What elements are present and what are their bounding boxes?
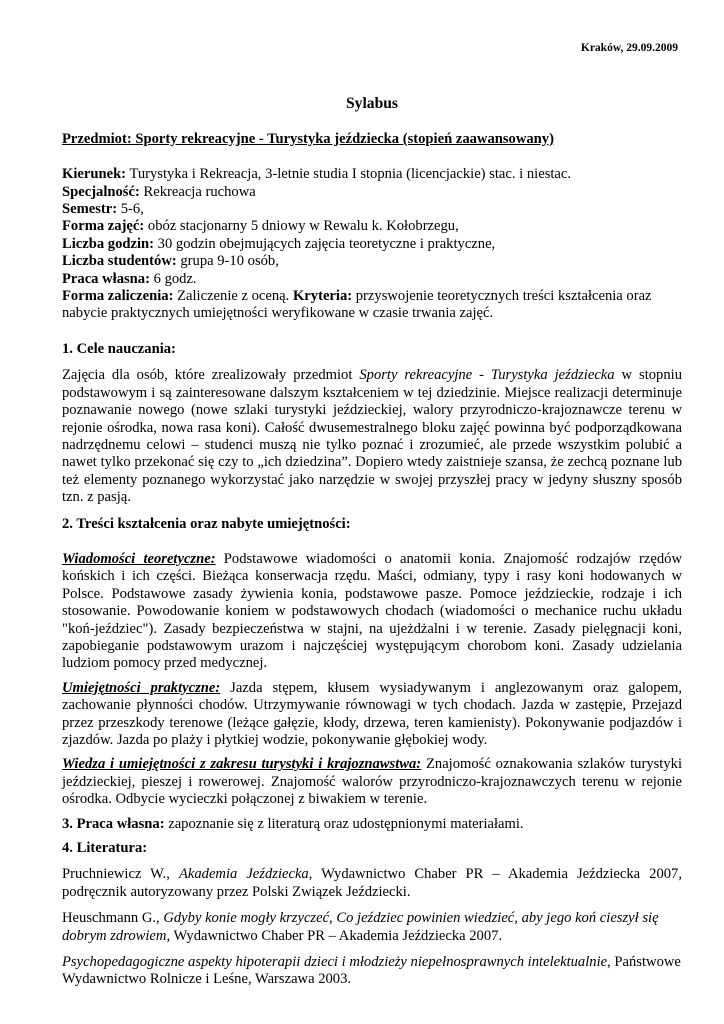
section2-heading: 2. Treści kształcenia oraz nabyte umiejętności: [62,515,351,532]
meta-liczba-godzin: Liczba godzin: 30 godzin obejmujących zajęcia teoretyczne i praktyczne, [62,235,496,252]
section3: 3. Praca własna: zapoznanie się z literaturą oraz udostępnionymi materiałami. [62,815,524,832]
meta-praca-wlasna: Praca własna: 6 godz. [62,270,197,287]
literature-ref-2: Heuschmann G., Gdyby konie mogły krzyczeć, Co jeździec powinien wiedzieć, aby jego koń cieszył się dobrym zdrowiem, Wydawnictwo Chaber PR – Akademia Jeździecka 2007. [62,910,659,944]
section4-heading: 4. Literatura: [62,840,148,857]
literature-ref-1: Pruchniewicz W., Akademia Jeździecka, Wydawnictwo Chaber PR – Akademia Jeździecka 2007, podręcznik autoryzowany przez Polski Związek Jeździecki. [62,866,682,900]
meta-forma-zajec: Forma zajęć: obóz stacjonarny 5 dniowy w Rewalu k. Kołobrzegu, [62,218,459,235]
meta-forma-zaliczenia: Forma zaliczenia: Zaliczenie z oceną. Kryteria: przyswojenie teoretycznych treści kształcenia oraz nabycie praktycznych umiejętności weryfikowane w czasie trwania zajęć. [62,288,652,322]
course-metadata [62,166,682,323]
meta-kierunek: Kierunek: Turystyka i Rekreacja, 3-letnie studia I stopnia (licencjackie) stac. i niestac. [62,166,572,183]
section2-tourism: Wiedza i umiejętności z zakresu turystyki i krajoznawstwa: Znajomość oznakowania szlaków turystyki jeździeckiej, pieszej i rowerowej. Znajomość walorów przyrodniczo-krajoznawczych terenu w rejonie ośrodka. Odbycie wycieczki połączonej z biwakiem w terenie. [62,756,682,808]
meta-specjalnosc: Specjalność: Rekreacja ruchowa [62,183,256,200]
meta-semestr: Semestr: 5-6, [62,201,144,218]
literature-ref-3: Psychopedagogiczne aspekty hipoterapii dzieci i młodzieży niepełnosprawnych intelektualnie, Państwowe Wydawnictwo Rolnicze i Leśne, Warszawa 2003. [62,954,681,988]
meta-liczba-studentow: Liczba studentów: grupa 9-10 osób, [62,253,279,270]
subject-line: Przedmiot: Sporty rekreacyjne - Turystyka jeździecka (stopień zaawansowany) [62,130,554,147]
document-title: Sylabus [345,95,398,113]
syllabus-page [62,40,682,989]
place-date: Kraków, 29.09.2009 [580,42,678,54]
section1-heading: 1. Cele nauczania: [62,340,176,357]
section2-practice: Umiejętności praktyczne: Jazda stępem, kłusem wysiadywanym i anglezowanym oraz galopem, zachowanie płynności chodów. Utrzymywanie równowagi w tych chodach. Jazda w zastępie, Przejazd przez przeszkody terenowe (leżące gałęzie, kłody, drzewa, teren kamienisty). Pokonywanie podjazdów i zjazdów. Jazda po plaży i płytkiej wodzie, pokonywanie głębokiej wody. [62,679,682,748]
section1-text: Zajęcia dla osób, które zrealizowały przedmiot Sporty rekreacyjne - Turystyka jeździecka w stopniu podstawowym i są zainteresowane dalszym kształceniem w tej dziedzinie. Miejsce realizacji determinuje poznawanie nowego (nowe szlaki turystyki jeździeckiej, walory przyrodniczo-krajoznawcze terenu w rejonie ośrodka, nowa rasa koni). Całość dwusemestralnego bloku zajęć powinna być podporządkowana nadrzędnemu celowi – studenci muszą nie tylko poznać i zrozumieć, ale przede wszystkim polubić a nawet tylko przekonać się czy to „ich dziedzina”. Dopiero wtedy zaistnieje szansa, że zechcą poznane lub też elementy poznanego wykorzystać jako narzędzie w swojej przyszłej pracy w jedyny słuszny sposób tzn. z pasją. [62,367,682,506]
section3-heading: 3. Praca własna: [62,815,165,832]
section2-theory: Wiadomości teoretyczne: Podstawowe wiadomości o anatomii konia. Znajomość rodzajów rzędów końskich i ich części. Bieżąca konserwacja rzędu. Maści, odmiany, typy i rasy koni hodowanych w Polsce. Podstawowe zasady żywienia konia, podstawowe pasze. Pomoce jeździeckie, rodzaje i ich stosowanie. Powodowanie koniem w podstawowych chodach (wiadomości o mechanice ruchu układu "koń-jeździec"). Zasady bezpieczeństwa w stajni, na ujeżdżalni i w terenie. Zasady pielęgnacji koni, zapobieganie podstawowym urazom i najczęściej występującym chorobom koni. Zasady udzielania ludziom pomocy przed medycznej. [62,550,682,672]
